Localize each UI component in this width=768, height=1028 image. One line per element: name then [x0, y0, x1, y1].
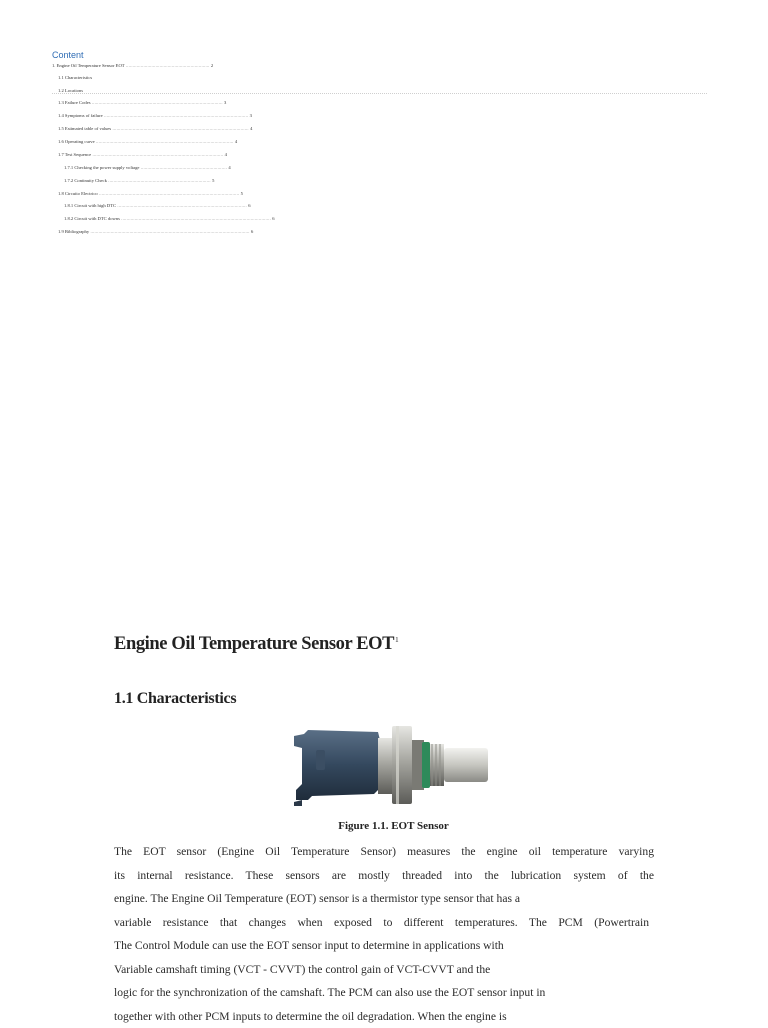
toc-entry-text: 1.8.2 Circuit with DTC downs: [64, 216, 120, 221]
toc-entry-text: 1.5 Estimated table of values: [58, 126, 111, 131]
toc-entry[interactable]: 1.8 Circuito Electrico ........................................................................................................ 5: [58, 191, 243, 197]
toc-entry[interactable]: 1. Engine Oil Temperature Sensor EOT .............................................................. 2: [52, 63, 213, 69]
toc-entry[interactable]: 1.6 Operating curve ...................................................................................................... 4: [58, 139, 237, 145]
toc-entry-text: 1.7.2 Continuity Check: [64, 178, 107, 183]
toc-entry-page: 4: [228, 165, 230, 170]
toc-entry-text: 1.8 Circuito Electrico: [58, 191, 98, 196]
toc-entry-text: 1.7.1 Checking the power supply voltage: [64, 165, 139, 170]
toc-entry-text: 1.9 Bibliography: [58, 229, 89, 234]
paragraph-line: logic for the synchronization of the camshaft. The PCM can also use the EOT sensor input in: [114, 981, 654, 1005]
toc-entry-page: 4: [235, 139, 237, 144]
toc-entry-page: 2: [211, 63, 213, 68]
toc-entry[interactable]: 1.7.1 Checking the power supply voltage ................................................................ 4: [64, 165, 231, 171]
toc-entry-text: 1.8.1 Circuit with high DTC: [64, 203, 116, 208]
paragraph-line: engine. The Engine Oil Temperature (EOT) sensor is a thermistor type sensor that has a: [114, 887, 654, 911]
eot-sensor-image: [286, 720, 496, 812]
toc-entry-page: 5: [241, 191, 243, 196]
toc-entry-text: 1.1 Characteristics: [58, 75, 92, 80]
toc-entry-page: 5: [212, 178, 214, 183]
toc-entry-text: 1.4 Symptoms of failure: [58, 113, 103, 118]
toc-entry-page: 4: [250, 126, 252, 131]
toc-entry-page: 3: [250, 113, 252, 118]
figure-caption: [0, 820, 768, 832]
document-title-text: Engine Oil Temperature Sensor EOT: [114, 634, 394, 654]
toc-entry[interactable]: 1.7 Test Sequence ................................................................................................. 4: [58, 152, 227, 158]
toc-divider: [52, 93, 707, 94]
title-footnote-marker[interactable]: 1: [395, 636, 398, 644]
toc-entry-text: 1.7 Test Sequence: [58, 152, 91, 157]
paragraph-line: its internal resistance. These sensors are mostly threaded into the lubrication system of the: [114, 864, 654, 888]
toc-entry[interactable]: [58, 75, 92, 81]
toc-title: Content: [52, 50, 84, 60]
toc-entry-page: 4: [225, 152, 227, 157]
figure-caption-text: Figure 1.1. EOT Sensor: [338, 820, 449, 832]
toc-entry-text: 1. Engine Oil Temperature Sensor EOT: [52, 63, 125, 68]
paragraph-line: The Control Module can use the EOT sensor input to determine in applications with: [114, 934, 654, 958]
toc-entry[interactable]: 1.3 Failure Codes ................................................................................................. 3: [58, 100, 226, 106]
toc-entry-page: 6: [248, 203, 250, 208]
toc-entry-page: 6: [272, 216, 274, 221]
document-title: [114, 634, 398, 655]
paragraph-line: together with other PCM inputs to determine the oil degradation. When the engine is: [114, 1005, 654, 1028]
paragraph-line: The EOT sensor (Engine Oil Temperature Sensor) measures the engine oil temperature varying: [114, 840, 654, 864]
paragraph-line: Variable camshaft timing (VCT - CVVT) the control gain of VCT-CVVT and the: [114, 958, 654, 982]
toc-entry[interactable]: 1.5 Estimated table of values ..................................................................................................... 4: [58, 126, 252, 132]
toc-entry-text: 1.2 Locations: [58, 88, 83, 93]
toc-entry[interactable]: 1.7.2 Continuity Check ............................................................................ 5: [64, 178, 214, 184]
body-paragraph: [114, 840, 654, 1028]
toc-entry[interactable]: 1.4 Symptoms of failure ........................................................................................................... 3: [58, 113, 252, 119]
toc-entry[interactable]: 1.8.2 Circuit with DTC downs ............................................................................................................... 6: [64, 216, 275, 222]
toc-entry-page: 3: [224, 100, 226, 105]
section-heading: 1.1 Characteristics: [114, 690, 236, 708]
paragraph-line: variable resistance that changes when exposed to different temperatures. The PCM (Powertrain: [114, 911, 649, 935]
toc-entry-page: 6: [251, 229, 253, 234]
toc-entry-text: 1.3 Failure Codes: [58, 100, 91, 105]
toc-entry-text: 1.6 Operating curve: [58, 139, 95, 144]
toc-entry[interactable]: 1.9 Bibliography ...................................................................................................................... 6: [58, 229, 253, 235]
toc-entry[interactable]: 1.8.1 Circuit with high DTC ................................................................................................ 6: [64, 203, 251, 209]
